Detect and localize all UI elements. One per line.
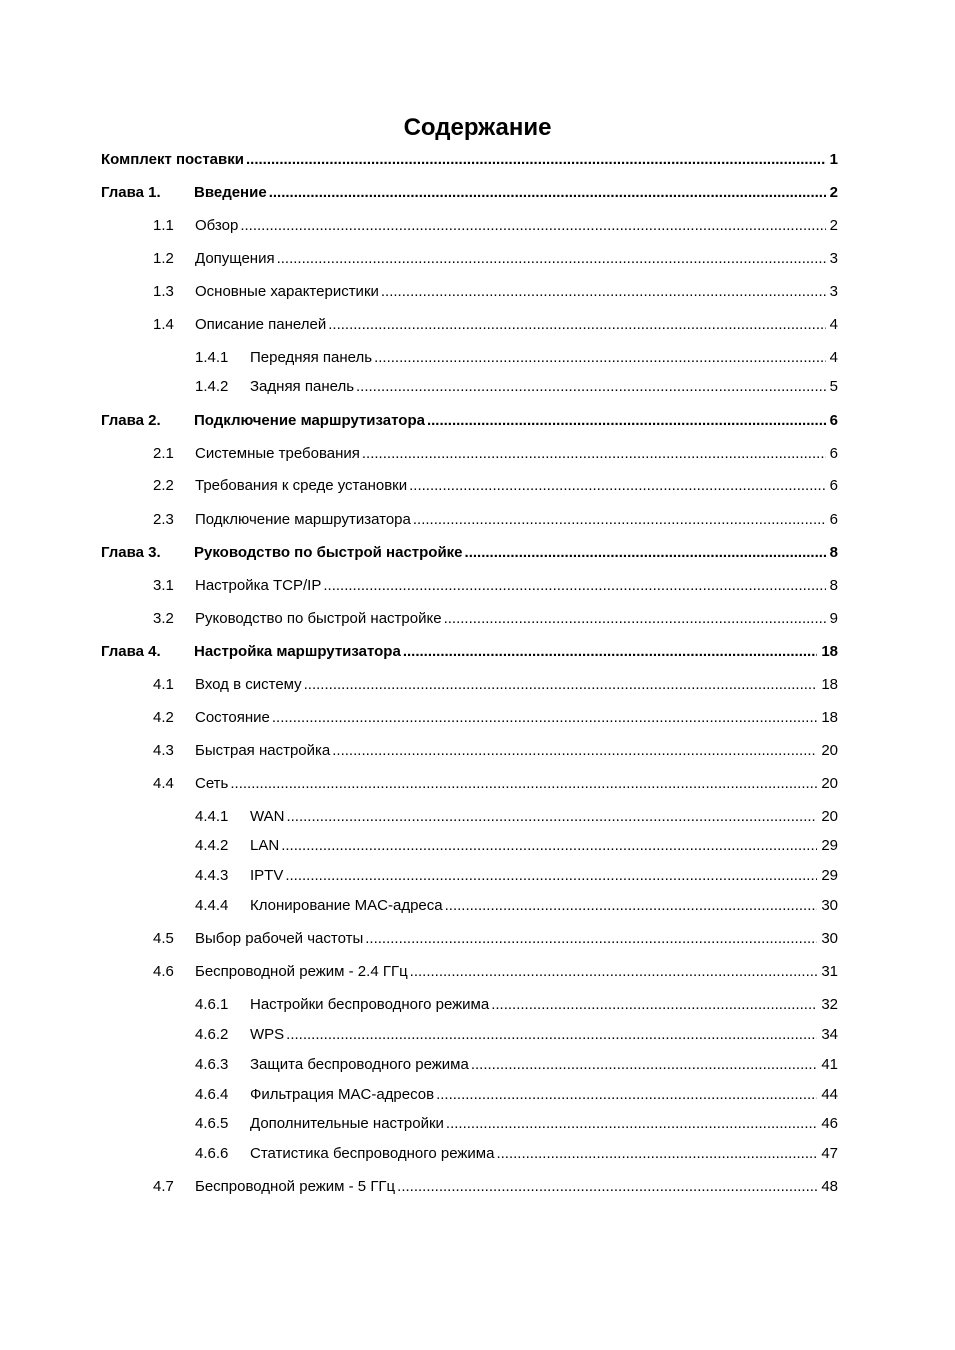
toc-dot-leader bbox=[491, 995, 817, 1015]
toc-dot-leader bbox=[356, 377, 826, 397]
toc-entry-page: 47 bbox=[821, 1145, 838, 1162]
toc-dot-leader bbox=[471, 1055, 817, 1075]
toc-entry-title: LAN bbox=[250, 837, 280, 854]
toc-entry-number: 4.4.2 bbox=[195, 837, 229, 854]
toc-entry-title: Комплект поставки bbox=[101, 151, 244, 168]
toc-entry-page: 20 bbox=[821, 775, 838, 792]
toc-entry[interactable] bbox=[195, 377, 838, 397]
toc-entry[interactable] bbox=[101, 150, 838, 170]
toc-dot-leader bbox=[496, 1144, 817, 1164]
toc-entry-title: Фильтрация MAC-адресов bbox=[250, 1086, 435, 1103]
toc-entry-number: 4.3 bbox=[153, 742, 174, 759]
toc-entry-page: 20 bbox=[821, 808, 838, 825]
toc-entry-number: Глава 3. bbox=[101, 544, 161, 561]
toc-entry[interactable] bbox=[153, 476, 838, 496]
toc-dot-leader bbox=[413, 510, 826, 530]
toc-entry-page: 9 bbox=[829, 610, 838, 627]
toc-dot-leader bbox=[323, 576, 825, 596]
toc-entry-title: Допущения bbox=[195, 250, 275, 267]
toc-dot-leader bbox=[446, 1114, 817, 1134]
toc-entry-number: 4.4.3 bbox=[195, 867, 229, 884]
toc-dot-leader bbox=[332, 741, 817, 761]
toc-entry-title: Подключение маршрутизатора bbox=[195, 511, 411, 528]
toc-entry[interactable] bbox=[195, 836, 838, 856]
toc-entry-title: Вход в систему bbox=[195, 676, 302, 693]
toc-entry-page: 34 bbox=[821, 1026, 838, 1043]
toc-dot-leader bbox=[362, 444, 826, 464]
toc-entry-title: Настройка маршрутизатора bbox=[194, 643, 401, 660]
toc-dot-leader bbox=[397, 1177, 817, 1197]
toc-dot-leader bbox=[465, 543, 826, 563]
toc-dot-leader bbox=[409, 476, 826, 496]
toc-entry-title: Настройки беспроводного режима bbox=[250, 996, 490, 1013]
toc-entry-number: 3.2 bbox=[153, 610, 174, 627]
toc-entry-number: 4.4.4 bbox=[195, 897, 229, 914]
toc-entry-page: 44 bbox=[821, 1086, 838, 1103]
toc-entry[interactable] bbox=[153, 774, 838, 794]
toc-entry-title: Сеть bbox=[195, 775, 229, 792]
toc-entry-title: WPS bbox=[250, 1026, 285, 1043]
toc-entry-page: 6 bbox=[829, 477, 838, 494]
toc-entry[interactable] bbox=[153, 282, 838, 302]
toc-entry-title: Задняя панель bbox=[250, 378, 355, 395]
toc-dot-leader bbox=[246, 150, 826, 170]
toc-entry-page: 8 bbox=[829, 577, 838, 594]
toc-entry-number: 2.2 bbox=[153, 477, 174, 494]
toc-entry[interactable] bbox=[195, 1144, 838, 1164]
toc-entry-number: 4.6.5 bbox=[195, 1115, 229, 1132]
toc-entry-title: Требования к среде установки bbox=[195, 477, 408, 494]
toc-entry-page: 18 bbox=[821, 676, 838, 693]
toc-entry-page: 6 bbox=[829, 412, 838, 429]
toc-entry-title: Быстрая настройка bbox=[195, 742, 331, 759]
toc-dot-leader bbox=[436, 1085, 817, 1105]
toc-dot-leader bbox=[272, 708, 817, 728]
toc-entry-title: Дополнительные настройки bbox=[250, 1115, 444, 1132]
toc-entry-page: 5 bbox=[829, 378, 838, 395]
toc-entry[interactable] bbox=[153, 609, 838, 629]
toc-entry-number: 4.4 bbox=[153, 775, 174, 792]
toc-dot-leader bbox=[328, 315, 825, 335]
toc-entry[interactable] bbox=[153, 708, 838, 728]
toc-entry[interactable] bbox=[153, 444, 838, 464]
toc-entry[interactable] bbox=[195, 896, 838, 916]
toc-entry-number: 2.1 bbox=[153, 445, 174, 462]
toc-entry-title: Системные требования bbox=[195, 445, 360, 462]
toc-entry[interactable] bbox=[153, 576, 838, 596]
toc-entry-title: Подключение маршрутизатора bbox=[194, 412, 425, 429]
toc-entry-title: Обзор bbox=[195, 217, 239, 234]
toc-entry-page: 29 bbox=[821, 867, 838, 884]
toc-entry-page: 3 bbox=[829, 283, 838, 300]
toc-entry-title: Руководство по быстрой настройке bbox=[195, 610, 442, 627]
toc-dot-leader bbox=[285, 866, 817, 886]
toc-entry[interactable] bbox=[153, 1177, 838, 1197]
toc-entry-page: 46 bbox=[821, 1115, 838, 1132]
toc-entry-page: 48 bbox=[821, 1178, 838, 1195]
toc-entry[interactable] bbox=[195, 1114, 838, 1134]
toc-entry-page: 4 bbox=[829, 349, 838, 366]
toc-entry-number: 4.1 bbox=[153, 676, 174, 693]
toc-entry[interactable] bbox=[195, 348, 838, 368]
toc-entry-number: 4.6.4 bbox=[195, 1086, 229, 1103]
toc-entry-page: 3 bbox=[829, 250, 838, 267]
toc-entry-number: 2.3 bbox=[153, 511, 174, 528]
toc-entry[interactable] bbox=[153, 929, 838, 949]
toc-entry[interactable] bbox=[101, 411, 838, 431]
toc-entry-page: 30 bbox=[821, 897, 838, 914]
toc-dot-leader bbox=[240, 216, 825, 236]
toc-entry-page: 2 bbox=[829, 217, 838, 234]
toc-entry-number: 1.2 bbox=[153, 250, 174, 267]
toc-entry-number: 4.4.1 bbox=[195, 808, 229, 825]
toc-entry-number: Глава 4. bbox=[101, 643, 161, 660]
toc-entry-page: 1 bbox=[829, 151, 838, 168]
toc-entry-page: 2 bbox=[829, 184, 838, 201]
toc-dot-leader bbox=[445, 896, 818, 916]
toc-entry-number: 1.1 bbox=[153, 217, 174, 234]
toc-entry-title: IPTV bbox=[250, 867, 284, 884]
toc-entry-page: 32 bbox=[821, 996, 838, 1013]
toc-entry-title: WAN bbox=[250, 808, 285, 825]
toc-entry-page: 30 bbox=[821, 930, 838, 947]
toc-entry-title: Защита беспроводного режима bbox=[250, 1056, 469, 1073]
toc-entry-number: 4.6.2 bbox=[195, 1026, 229, 1043]
toc-entry-number: Глава 2. bbox=[101, 412, 161, 429]
page-title: Содержание bbox=[403, 114, 552, 141]
toc-entry-page: 41 bbox=[821, 1056, 838, 1073]
toc-dot-leader bbox=[427, 411, 826, 431]
toc-entry-page: 8 bbox=[829, 544, 838, 561]
toc-entry[interactable] bbox=[195, 1055, 838, 1075]
toc-entry-title: Основные характеристики bbox=[195, 283, 379, 300]
toc-dot-leader bbox=[277, 249, 826, 269]
toc-entry-page: 18 bbox=[821, 643, 838, 660]
toc-entry-number: 1.4.1 bbox=[195, 349, 229, 366]
toc-entry-page: 31 bbox=[821, 963, 838, 980]
toc-entry[interactable] bbox=[195, 1025, 838, 1045]
toc-entry-title: Беспроводной режим - 2.4 ГГц bbox=[195, 963, 408, 980]
toc-entry[interactable] bbox=[101, 183, 838, 203]
toc-dot-leader bbox=[230, 774, 817, 794]
toc-entry-number: 4.6.6 bbox=[195, 1145, 229, 1162]
toc-entry-number: 4.6 bbox=[153, 963, 174, 980]
toc-dot-leader bbox=[403, 642, 818, 662]
toc-entry-page: 20 bbox=[821, 742, 838, 759]
toc-entry-number: 3.1 bbox=[153, 577, 174, 594]
toc-entry-title: Состояние bbox=[195, 709, 270, 726]
toc-entry[interactable] bbox=[153, 962, 838, 982]
toc-entry[interactable] bbox=[153, 216, 838, 236]
toc-dot-leader bbox=[444, 609, 826, 629]
toc-entry[interactable] bbox=[195, 1085, 838, 1105]
toc-entry[interactable] bbox=[153, 510, 838, 530]
toc-dot-leader bbox=[286, 1025, 817, 1045]
toc-entry-page: 18 bbox=[821, 709, 838, 726]
toc-entry-number: 4.6.1 bbox=[195, 996, 229, 1013]
toc-entry-number: 4.5 bbox=[153, 930, 174, 947]
toc-entry-title: Передняя панель bbox=[250, 349, 373, 366]
toc-entry[interactable] bbox=[195, 807, 838, 827]
toc-entry-number: 1.4 bbox=[153, 316, 174, 333]
toc-entry[interactable] bbox=[101, 543, 838, 563]
toc-entry-number: 4.2 bbox=[153, 709, 174, 726]
toc-entry-title: Беспроводной режим - 5 ГГц bbox=[195, 1178, 396, 1195]
toc-entry-number: 4.7 bbox=[153, 1178, 174, 1195]
toc-dot-leader bbox=[365, 929, 817, 949]
toc-entry-title: Выбор рабочей частоты bbox=[195, 930, 364, 947]
toc-entry[interactable] bbox=[195, 866, 838, 886]
toc-entry[interactable] bbox=[101, 642, 838, 662]
toc-dot-leader bbox=[304, 675, 818, 695]
toc-dot-leader bbox=[381, 282, 826, 302]
toc-entry-page: 29 bbox=[821, 837, 838, 854]
toc-dot-leader bbox=[410, 962, 818, 982]
toc-entry-title: Введение bbox=[194, 184, 267, 201]
toc-entry-title: Статистика беспроводного режима bbox=[250, 1145, 495, 1162]
toc-entry[interactable] bbox=[153, 249, 838, 269]
toc-entry-page: 4 bbox=[829, 316, 838, 333]
toc-entry-page: 6 bbox=[829, 445, 838, 462]
toc-entry[interactable] bbox=[195, 995, 838, 1015]
toc-entry-number: 1.4.2 bbox=[195, 378, 229, 395]
toc-entry-title: Руководство по быстрой настройке bbox=[194, 544, 463, 561]
toc-entry-page: 6 bbox=[829, 511, 838, 528]
toc-dot-leader bbox=[281, 836, 817, 856]
toc-dot-leader bbox=[269, 183, 826, 203]
toc-entry-number: 1.3 bbox=[153, 283, 174, 300]
toc-entry[interactable] bbox=[153, 315, 838, 335]
toc-entry-title: Клонирование MAC-адреса bbox=[250, 897, 443, 914]
toc-entry-title: Настройка TCP/IP bbox=[195, 577, 322, 594]
toc-entry-number: 4.6.3 bbox=[195, 1056, 229, 1073]
toc-entry[interactable] bbox=[153, 741, 838, 761]
toc-entry-number: Глава 1. bbox=[101, 184, 161, 201]
toc-entry-title: Описание панелей bbox=[195, 316, 327, 333]
toc-entry[interactable] bbox=[153, 675, 838, 695]
toc-dot-leader bbox=[374, 348, 826, 368]
toc-dot-leader bbox=[286, 807, 817, 827]
